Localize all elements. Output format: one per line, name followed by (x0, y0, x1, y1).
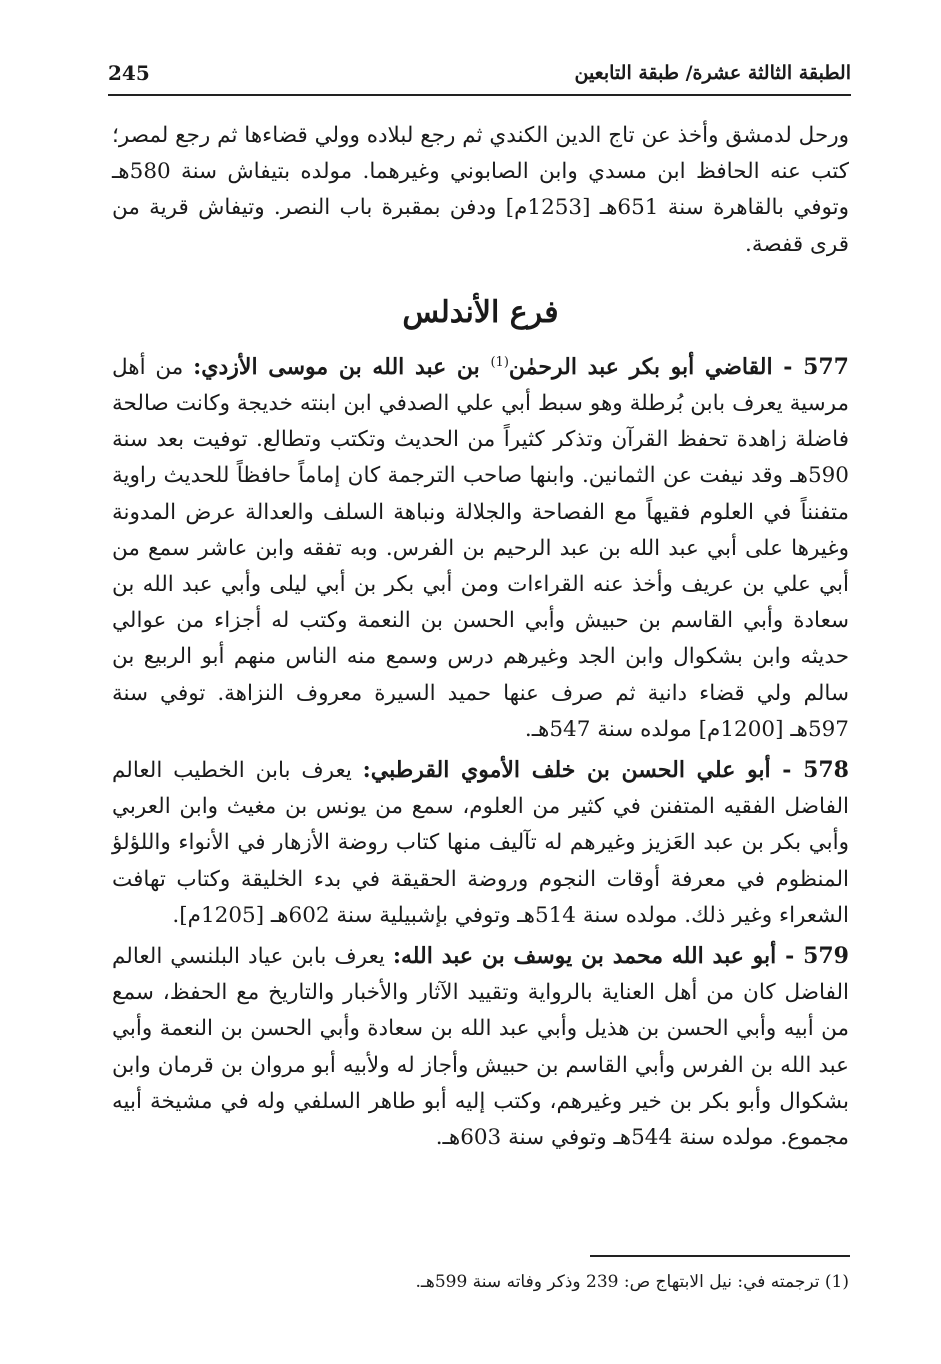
footnote-reference[interactable]: (1) (490, 354, 509, 370)
footnote-marker: (1) (824, 1272, 849, 1292)
entry-578 (112, 752, 849, 934)
running-header (108, 58, 851, 96)
entry-577-heading-cont: بن عبد الله بن موسى الأزدي: (193, 353, 491, 380)
entry-579-text: يعرف بابن عياد البلنسي العالم الفاضل كان من أهل العناية بالرواية وتقييد الآثار والأخبار والتاريخ مع الحفظ، سمع من أبيه وأبي الحسن بن هذيل وأبي عبد الله بن سعادة وأبي الحسن بن النعمة وأبي عبد الله بن الفرس وأبي القاسم بن حبيش وأجاز له ولأبيه أبو مروان بن قرمان وابن بشكوال وأبو بكر بن خير وغيرهم، وكتب إليه أبو طاهر السلفي وله في مشيخة أبيه مجموع. مولده سنة 544هـ وتوفي سنة 603هـ. (112, 944, 849, 1151)
footnote-divider (590, 1255, 850, 1257)
running-title: الطبقة الثالثة عشرة/ طبقة التابعين (574, 62, 851, 84)
intro-paragraph: ورحل لدمشق وأخذ عن تاج الدين الكندي ثم رجع لبلاده وولي قضاءها ثم رجع لمصر؛ كتب عنه الحافظ ابن مسدي وابن الصابوني وغيرهما. مولده بتيفاش سنة 580هـ وتوفي بالقاهرة سنة 651هـ [1253م] ودفن بمقبرة باب النصر. وتيفاش قرية من قرى قفصة. (112, 123, 849, 257)
entry-578-text: يعرف بابن الخطيب العالم الفاضل الفقيه المتفنن في كثير من العلوم، سمع من يونس بن مغيث وابن العربي وأبي بكر بن عبد العَزيز وغيرهم له تآليف منها كتاب روضة الأزهار في الأنواء واللؤلؤ المنظوم في معرفة أوقات النجوم وروضة الحقيقة في بدء الخليقة وكتاب تهافت الشعراء وغير ذلك. مولده سنة 514هـ وتوفي بإشبيلية سنة 602هـ [1205م]. (112, 758, 849, 928)
section-title: فرع الأندلس (402, 294, 559, 330)
entry-577-heading: 577 - القاضي أبو بكر عبد الرحمٰن (508, 353, 849, 380)
entry-577-text: من أهل مرسية يعرف بابن بُرطلة وهو سبط أبي علي الصدفي ابن ابنته خديجة وكانت صالحة فاضلة زاهدة تحفظ القرآن وتذكر كثيراً من الحديث وتكتب وتطالع. توفيت بعد سنة 590هـ وقد نيفت عن الثمانين. وابنها صاحب الترجمة كان إماماً حافظاً للحديث راوية متفنناً في العلوم فقيهاً مع الفصاحة والجلالة ونباهة السلف والعدالة عرض المدونة وغيرها على أبي عبد الله بن عبد الرحيم بن الفرس. وبه تفقه وابن عاشر سمع من أبي علي بن عريف وأخذ عنه القراءات ومن أبي بكر بن أبي ليلى وأبي عبد الله بن سعادة وأبي القاسم بن حبيش وأبي الحسن بن النعمة وكتب له أجزاء من عوالي حديثه وابن بشكوال وابن الجد وغيرهم درس وسمع منه الناس منهم أبو الربيع بن سالم ولي قضاء دانية ثم صرف عنها حميد السيرة معروف النزاهة. توفي سنة 597هـ [1200م] مولده سنة 547هـ. (112, 354, 849, 742)
entry-577 (112, 349, 849, 748)
entry-578-heading: 578 - أبو علي الحسن بن خلف الأموي القرطبي: (362, 757, 849, 784)
main-text (112, 118, 849, 1156)
page-number: 245 (108, 61, 150, 85)
footnote (112, 1268, 849, 1296)
entry-579 (112, 938, 849, 1156)
footnote-text: ترجمته في: نيل الابتهاج ص: 239 وذكر وفاته سنة 599هـ. (415, 1272, 820, 1292)
entry-579-heading: 579 - أبو عبد الله محمد بن يوسف بن عبد الله: (392, 943, 849, 970)
